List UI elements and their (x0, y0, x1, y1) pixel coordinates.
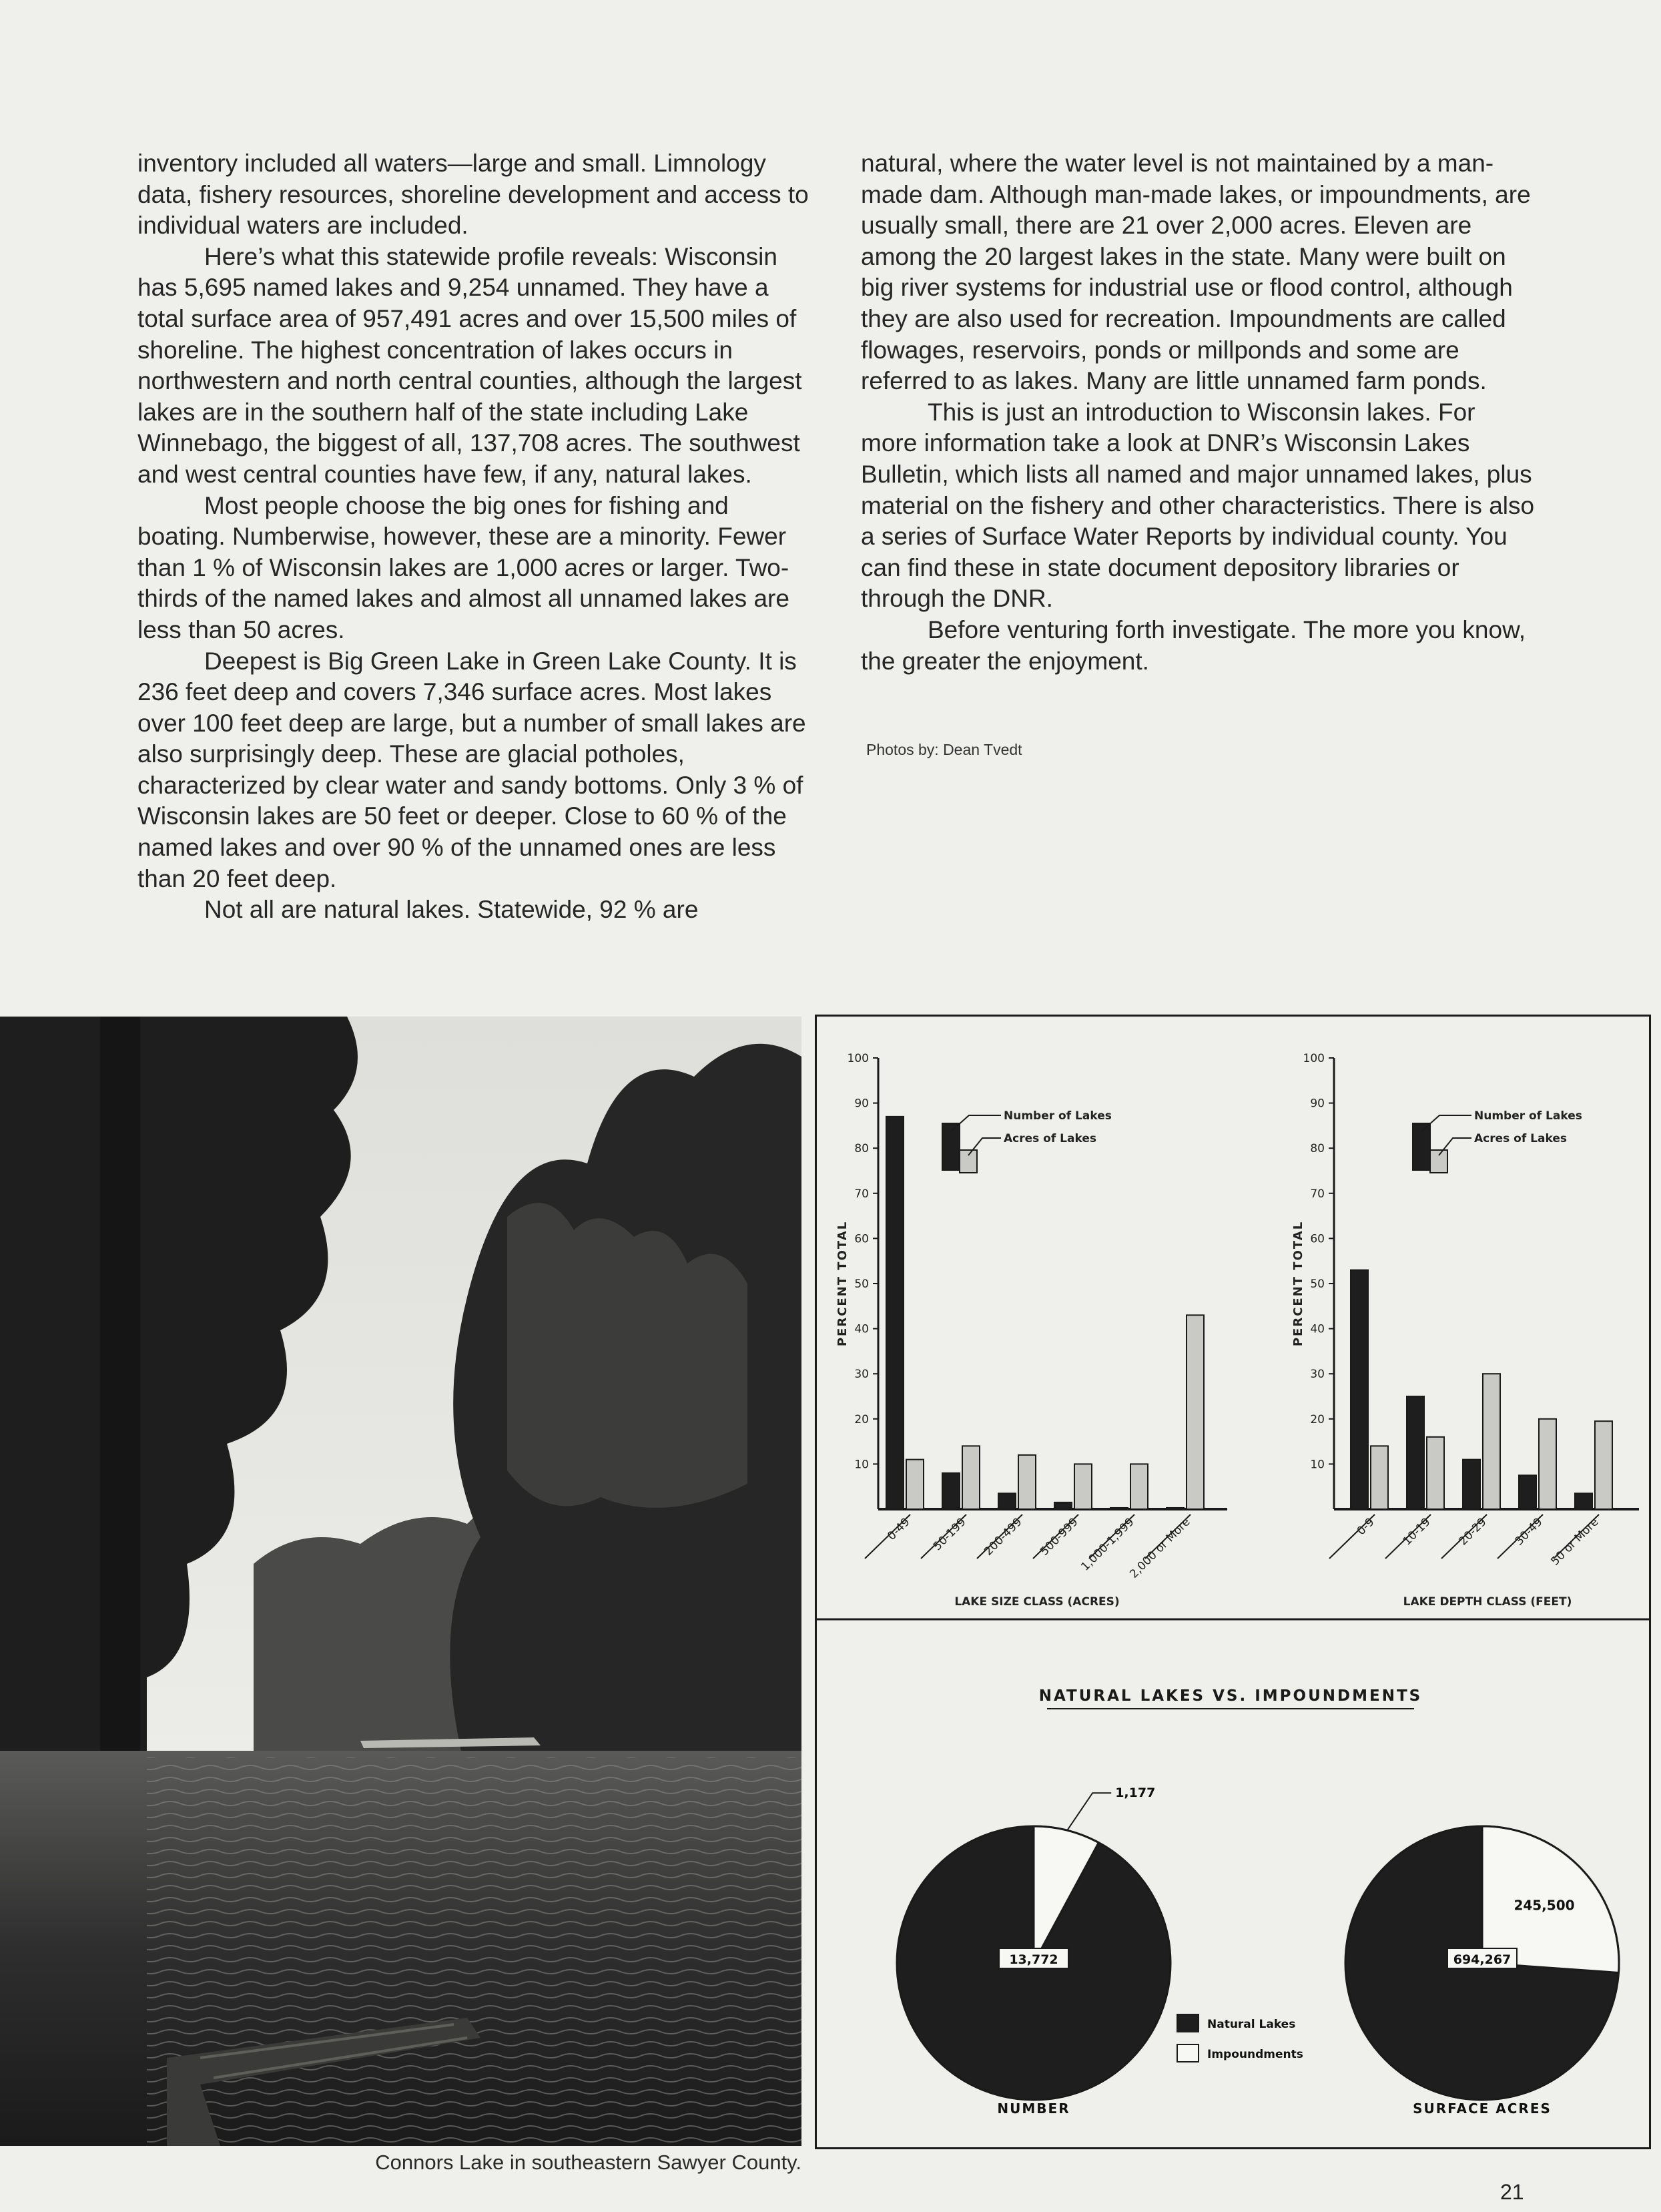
charts-svg (817, 1017, 1649, 2147)
pie-value-label-impoundments: 1,177 (1115, 1785, 1156, 1801)
bar-number-of-lakes (1575, 1493, 1592, 1509)
photo-caption: Connors Lake in southeastern Sawyer County. (375, 2151, 801, 2174)
y-tick-label: 80 (854, 1142, 869, 1156)
pie-chart-label: NUMBER (997, 2101, 1070, 2117)
bar-acres-of-lakes (1187, 1315, 1204, 1509)
y-tick-label: 60 (854, 1232, 869, 1246)
y-tick-label: 20 (854, 1412, 869, 1426)
x-category-label: 1,000-1,999 (1078, 1515, 1137, 1574)
y-tick-label: 70 (854, 1187, 869, 1201)
bar-number-of-lakes (1519, 1475, 1536, 1509)
x-category-label: 0-9 (1354, 1515, 1377, 1539)
y-tick-label: 40 (854, 1322, 869, 1336)
y-tick-label: 40 (1310, 1322, 1325, 1336)
pie-legend-swatch-natural (1177, 2014, 1199, 2032)
article-paragraph: Here’s what this statewide profile reveals: Wisconsin has 5,695 named lakes and 9,254 unnamed. They have a total surface area of 957,491 acres and over 15,500 miles of shoreline. The highest concentration of lakes occurs in northwestern and north central counties, although the largest lakes are in the southern half of the state including Lake Winnebago, the biggest of all, 137,708 acres. The southwest and west central counties have few, if any, natural lakes. (137, 242, 802, 488)
pie-value-label-natural: 694,267 (1453, 1952, 1512, 1967)
pie-legend-swatch-impoundments (1177, 2044, 1199, 2062)
pie-leader-line (1067, 1793, 1111, 1830)
bar-number-of-lakes (998, 1493, 1016, 1509)
y-axis-label: PERCENT TOTAL (836, 1220, 850, 1347)
legend-swatch-acres (1430, 1150, 1447, 1173)
x-axis-label: LAKE DEPTH CLASS (FEET) (1403, 1595, 1572, 1609)
bar-acres-of-lakes (906, 1460, 924, 1509)
bar-acres-of-lakes (1427, 1437, 1444, 1509)
legend-swatch-number (942, 1123, 960, 1170)
article-paragraph: inventory included all waters—large and small. Limnology data, fishery resources, shoreline development and access to individual waters are included. (137, 150, 809, 240)
pie-value-label-impoundments: 245,500 (1514, 1897, 1575, 1914)
y-tick-label: 30 (1310, 1368, 1325, 1382)
y-tick-label: 100 (847, 1052, 869, 1065)
lake-photo (0, 1017, 801, 2146)
bar-acres-of-lakes (1483, 1374, 1500, 1509)
x-category-label: 30-49 (1512, 1515, 1546, 1549)
y-tick-label: 60 (1310, 1232, 1325, 1246)
y-tick-label: 80 (1310, 1142, 1325, 1156)
size-bar-chart (836, 1052, 1227, 1609)
bar-acres-of-lakes (1074, 1464, 1092, 1509)
x-category-label: 2,000 or More (1127, 1515, 1193, 1581)
x-category-label: 500-999 (1038, 1515, 1081, 1559)
page-number: 21 (1500, 2180, 1524, 2204)
pie-legend-label: Natural Lakes (1207, 2018, 1296, 2031)
charts-panel (815, 1015, 1651, 2149)
x-axis-label: LAKE SIZE CLASS (ACRES) (954, 1595, 1120, 1609)
bar-acres-of-lakes (1130, 1464, 1148, 1509)
legend-label: Acres of Lakes (1004, 1132, 1096, 1145)
x-category-label: 50-199 (930, 1515, 969, 1554)
pie-chart-label: SURFACE ACRES (1413, 2101, 1552, 2117)
article-paragraph: Deepest is Big Green Lake in Green Lake County. It is 236 feet deep and covers 7,346 surface acres. Most lakes over 100 feet deep are large, but a number of small lakes are also surprisingly deep. These are glacial potholes, characterized by clear water and sandy bottoms. Only 3 % of Wisconsin lakes are 50 feet or deeper. Close to 60 % of the named lakes and over 90 % of the unnamed ones are less than 20 feet deep. (137, 647, 806, 892)
bar-number-of-lakes (1110, 1508, 1128, 1509)
pie-legend-label: Impoundments (1207, 2048, 1303, 2061)
article-column-left (137, 148, 811, 926)
legend-swatch-number (1413, 1123, 1430, 1170)
x-category-label: 50 or More (1548, 1515, 1602, 1569)
bar-number-of-lakes (1463, 1460, 1480, 1509)
article-paragraph: Not all are natural lakes. Statewide, 92 % are (204, 896, 699, 924)
y-tick-label: 100 (1303, 1052, 1325, 1065)
bar-number-of-lakes (886, 1117, 904, 1509)
pie-charts (897, 1687, 1619, 2117)
bar-number-of-lakes (1351, 1270, 1368, 1509)
legend-label: Number of Lakes (1474, 1109, 1582, 1123)
bar-number-of-lakes (942, 1473, 960, 1509)
depth-bar-chart (1291, 1052, 1639, 1609)
y-tick-label: 50 (1310, 1278, 1325, 1291)
pie-section-title: NATURAL LAKES VS. IMPOUNDMENTS (1038, 1687, 1423, 1705)
bar-number-of-lakes (1167, 1508, 1184, 1509)
legend-swatch-acres (960, 1150, 977, 1173)
bar-number-of-lakes (1054, 1502, 1072, 1509)
bar-acres-of-lakes (1539, 1419, 1556, 1509)
y-axis-label: PERCENT TOTAL (1291, 1220, 1305, 1347)
photo-water-ripples (147, 1757, 801, 2146)
bar-acres-of-lakes (962, 1446, 980, 1509)
bar-number-of-lakes (1407, 1396, 1424, 1509)
article-paragraph: Most people choose the big ones for fishing and boating. Numberwise, however, these are a minority. Fewer than 1 % of Wisconsin lakes are 1,000 acres or larger. Two-thirds of the named lakes and almost all unnamed lakes are less than 50 acres. (137, 491, 789, 643)
x-category-label: 10-19 (1400, 1515, 1433, 1549)
legend-label: Acres of Lakes (1474, 1132, 1567, 1145)
article-column-right (861, 148, 1535, 677)
article-paragraph: Before venturing forth investigate. The more you know, the greater the enjoyment. (861, 615, 1526, 675)
y-tick-label: 50 (854, 1278, 869, 1291)
photo-credit: Photos by: Dean Tvedt (866, 741, 1022, 758)
pie-value-label-natural: 13,772 (1009, 1952, 1058, 1967)
article-paragraph: This is just an introduction to Wisconsin lakes. For more information take a look at DNR’s Wisconsin Lakes Bulletin, which lists all named and major unnamed lakes, plus material on the fishery and other characteristics. There is also a series of Surface Water Reports by individual county. You can find these in state document depository libraries or through the DNR. (861, 398, 1535, 613)
y-tick-label: 70 (1310, 1187, 1325, 1201)
article-paragraph: natural, where the water level is not maintained by a man-made dam. Although man-made lakes, or impoundments, are usually small, there are 21 over 2,000 acres. Eleven are among the 20 largest lakes in the state. Many were built on big river systems for industrial use or flood control, although they are also used for recreation. Impoundments are called flowages, reservoirs, ponds or millponds and some are referred to as lakes. Many are little unnamed farm ponds. (861, 150, 1531, 395)
y-tick-label: 90 (1310, 1097, 1325, 1111)
x-category-label: 20-29 (1456, 1515, 1489, 1549)
y-tick-label: 20 (1310, 1412, 1325, 1426)
bar-acres-of-lakes (1595, 1421, 1612, 1509)
bar-acres-of-lakes (1018, 1455, 1036, 1509)
x-category-label: 0-49 (885, 1515, 913, 1543)
legend-label: Number of Lakes (1004, 1109, 1112, 1123)
y-tick-label: 10 (1310, 1458, 1325, 1472)
y-tick-label: 30 (854, 1368, 869, 1382)
y-tick-label: 90 (854, 1097, 869, 1111)
y-tick-label: 10 (854, 1458, 869, 1472)
x-category-label: 200-499 (982, 1515, 1025, 1559)
bar-acres-of-lakes (1371, 1446, 1388, 1509)
